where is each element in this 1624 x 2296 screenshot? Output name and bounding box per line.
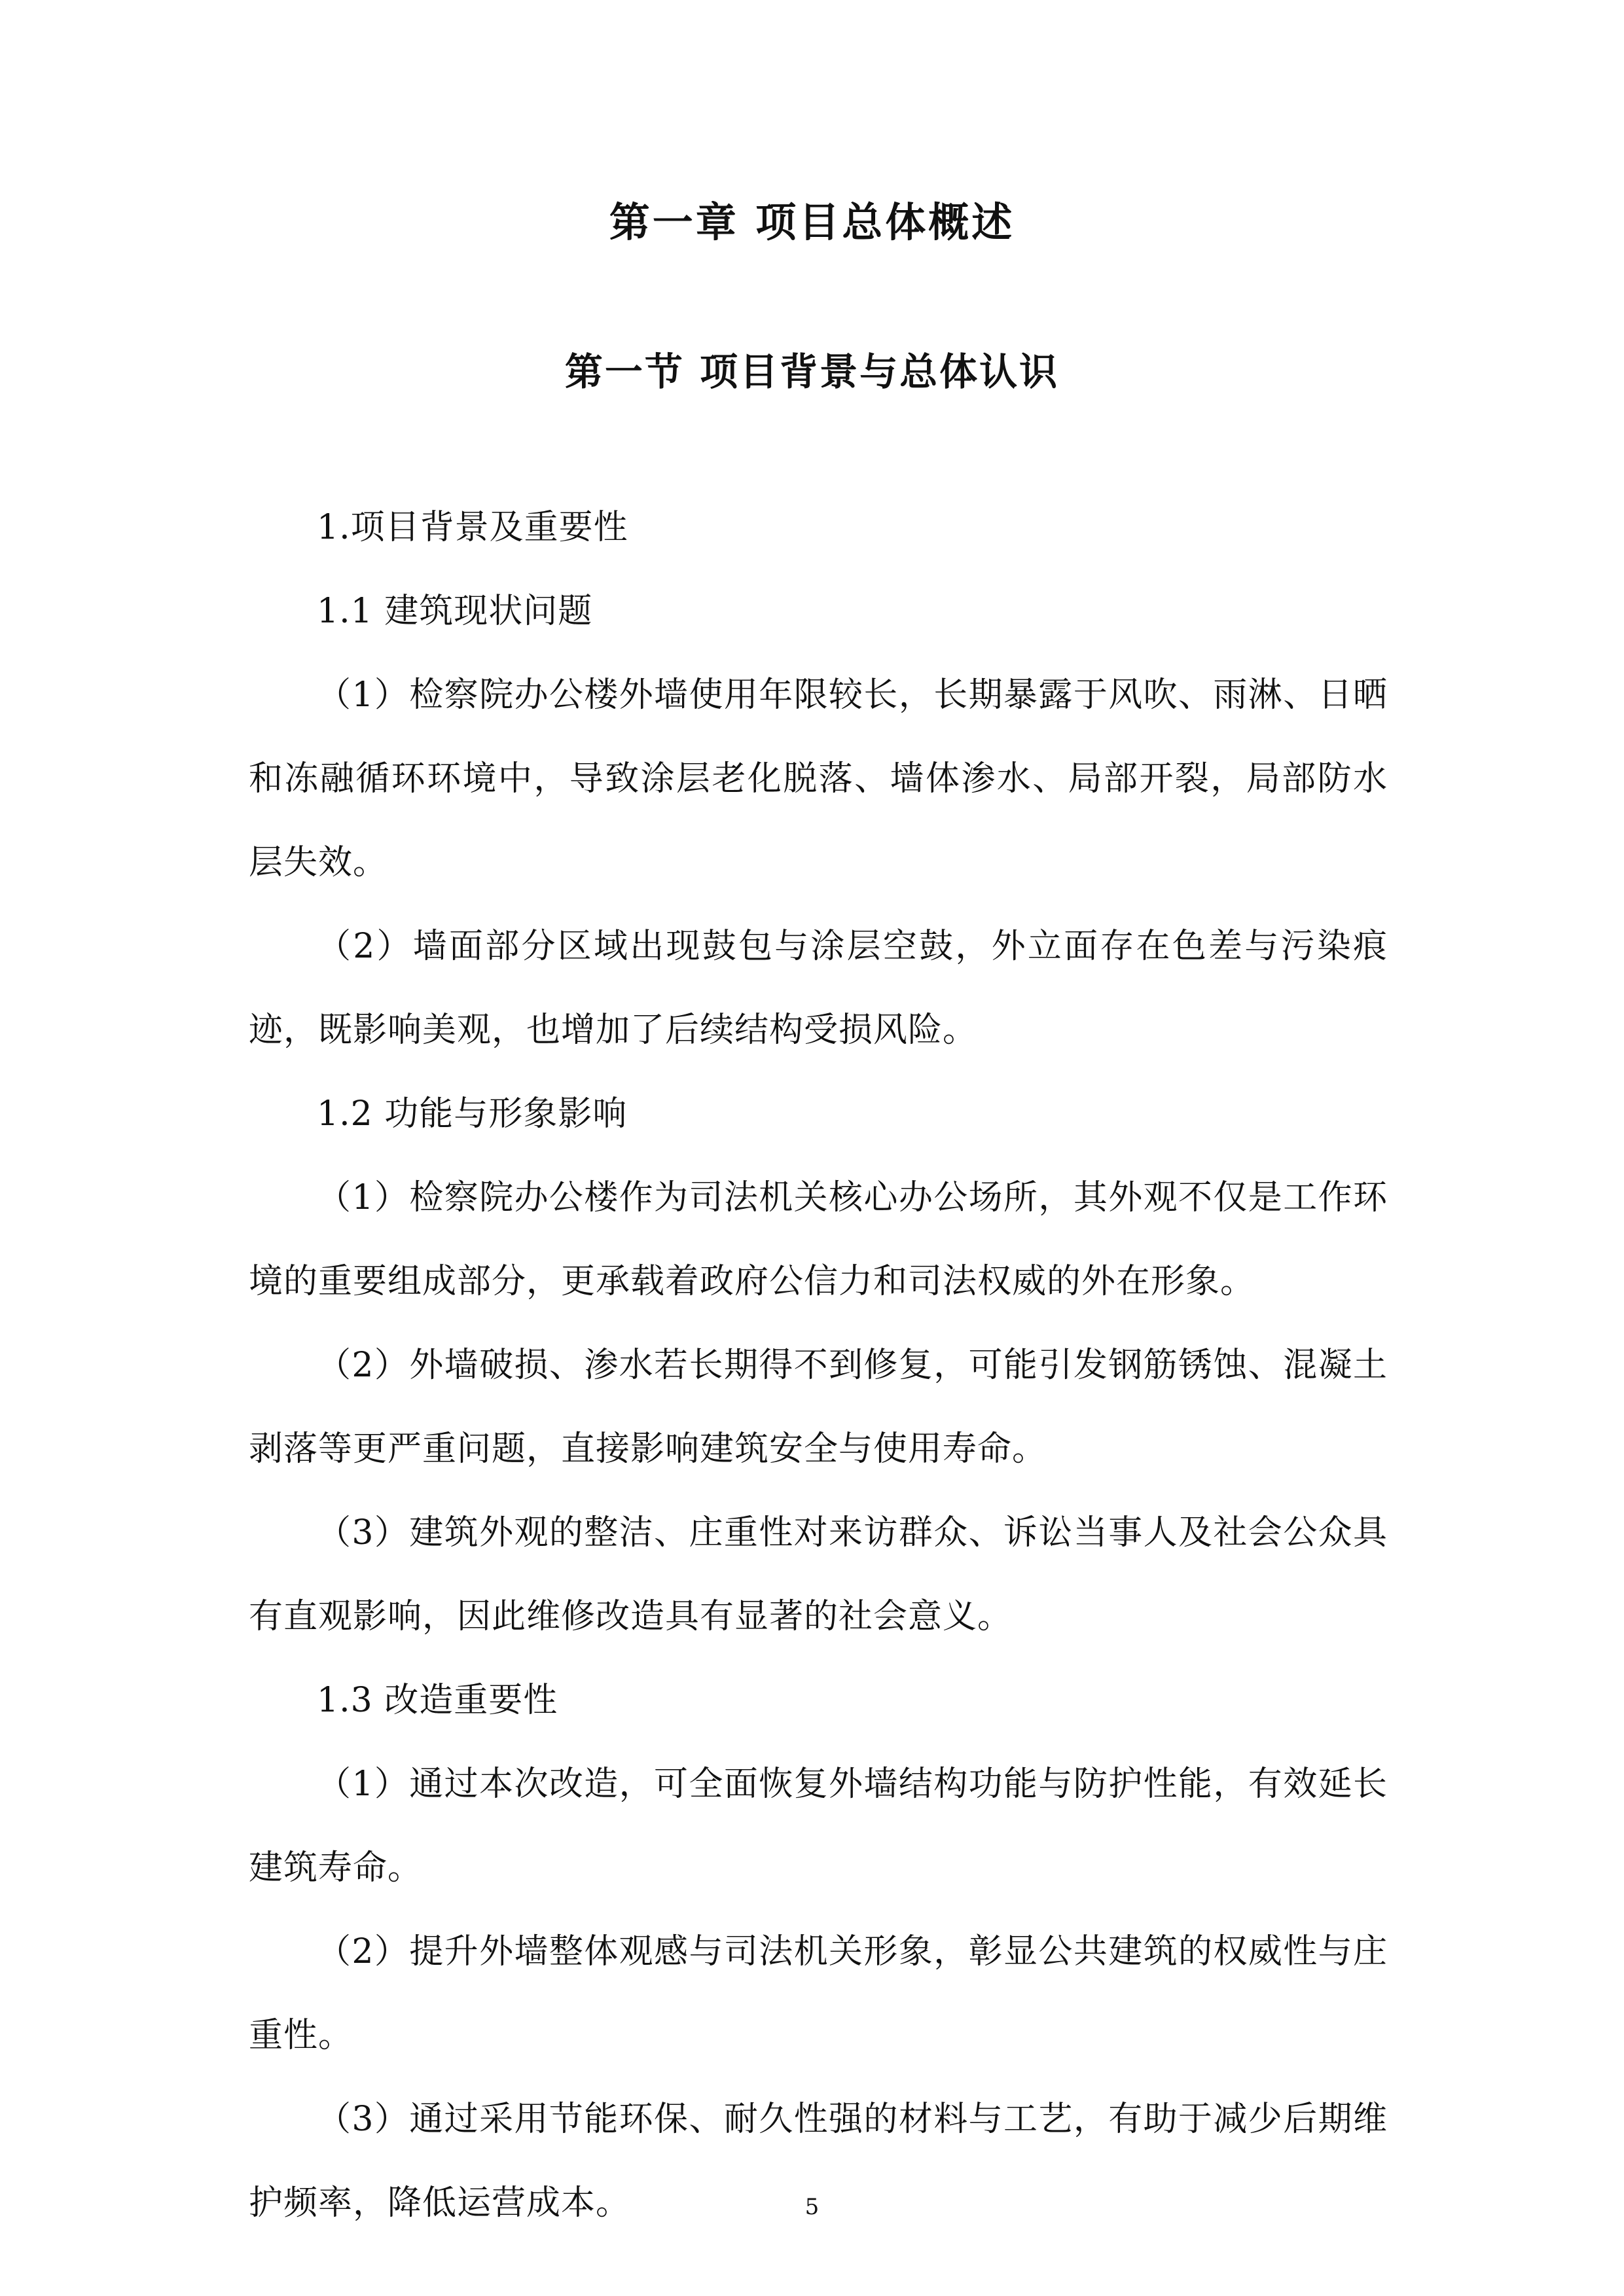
paragraph: （2）墙面部分区域出现鼓包与涂层空鼓，外立面存在色差与污染痕迹，既影响美观，也增加了后续结构受损风险。 — [249, 927, 1388, 1050]
paragraph: （3）通过采用节能环保、耐久性强的材料与工艺，有助于减少后期维护频率，降低运营成本。 — [249, 2100, 1388, 2223]
paragraph: （2）提升外墙整体观感与司法机关形象，彰显公共建筑的权威性与庄重性。 — [249, 1932, 1388, 2055]
heading-building-status: 1.1 建筑现状问题 — [317, 592, 593, 631]
paragraph: （1）通过本次改造，可全面恢复外墙结构功能与防护性能，有效延长建筑寿命。 — [249, 1765, 1388, 1888]
document-body — [249, 486, 1388, 2245]
paragraph: （3）建筑外观的整洁、庄重性对来访群众、诉讼当事人及社会公众具有直观影响，因此维修改造具有显著的社会意义。 — [249, 1513, 1388, 1636]
paragraph: （1）检察院办公楼外墙使用年限较长，长期暴露于风吹、雨淋、日晒和冻融循环环境中，导致涂层老化脱落、墙体渗水、局部开裂，局部防水层失效。 — [249, 675, 1388, 882]
paragraph: （2）外墙破损、渗水若长期得不到修复，可能引发钢筋锈蚀、混凝土剥落等更严重问题，直接影响建筑安全与使用寿命。 — [249, 1346, 1388, 1469]
heading-function-image: 1.2 功能与形象影响 — [317, 1094, 628, 1134]
heading-renovation-importance: 1.3 改造重要性 — [317, 1681, 558, 1720]
paragraph: （1）检察院办公楼作为司法机关核心办公场所，其外观不仅是工作环境的重要组成部分，更承载着政府公信力和司法权威的外在形象。 — [249, 1178, 1388, 1301]
section-title: 第一节 项目背景与总体认识 — [564, 350, 1060, 394]
page-number: 5 — [804, 2194, 820, 2220]
chapter-title: 第一章 项目总体概述 — [609, 198, 1015, 246]
heading-project-background: 1.项目背景及重要性 — [317, 508, 628, 547]
